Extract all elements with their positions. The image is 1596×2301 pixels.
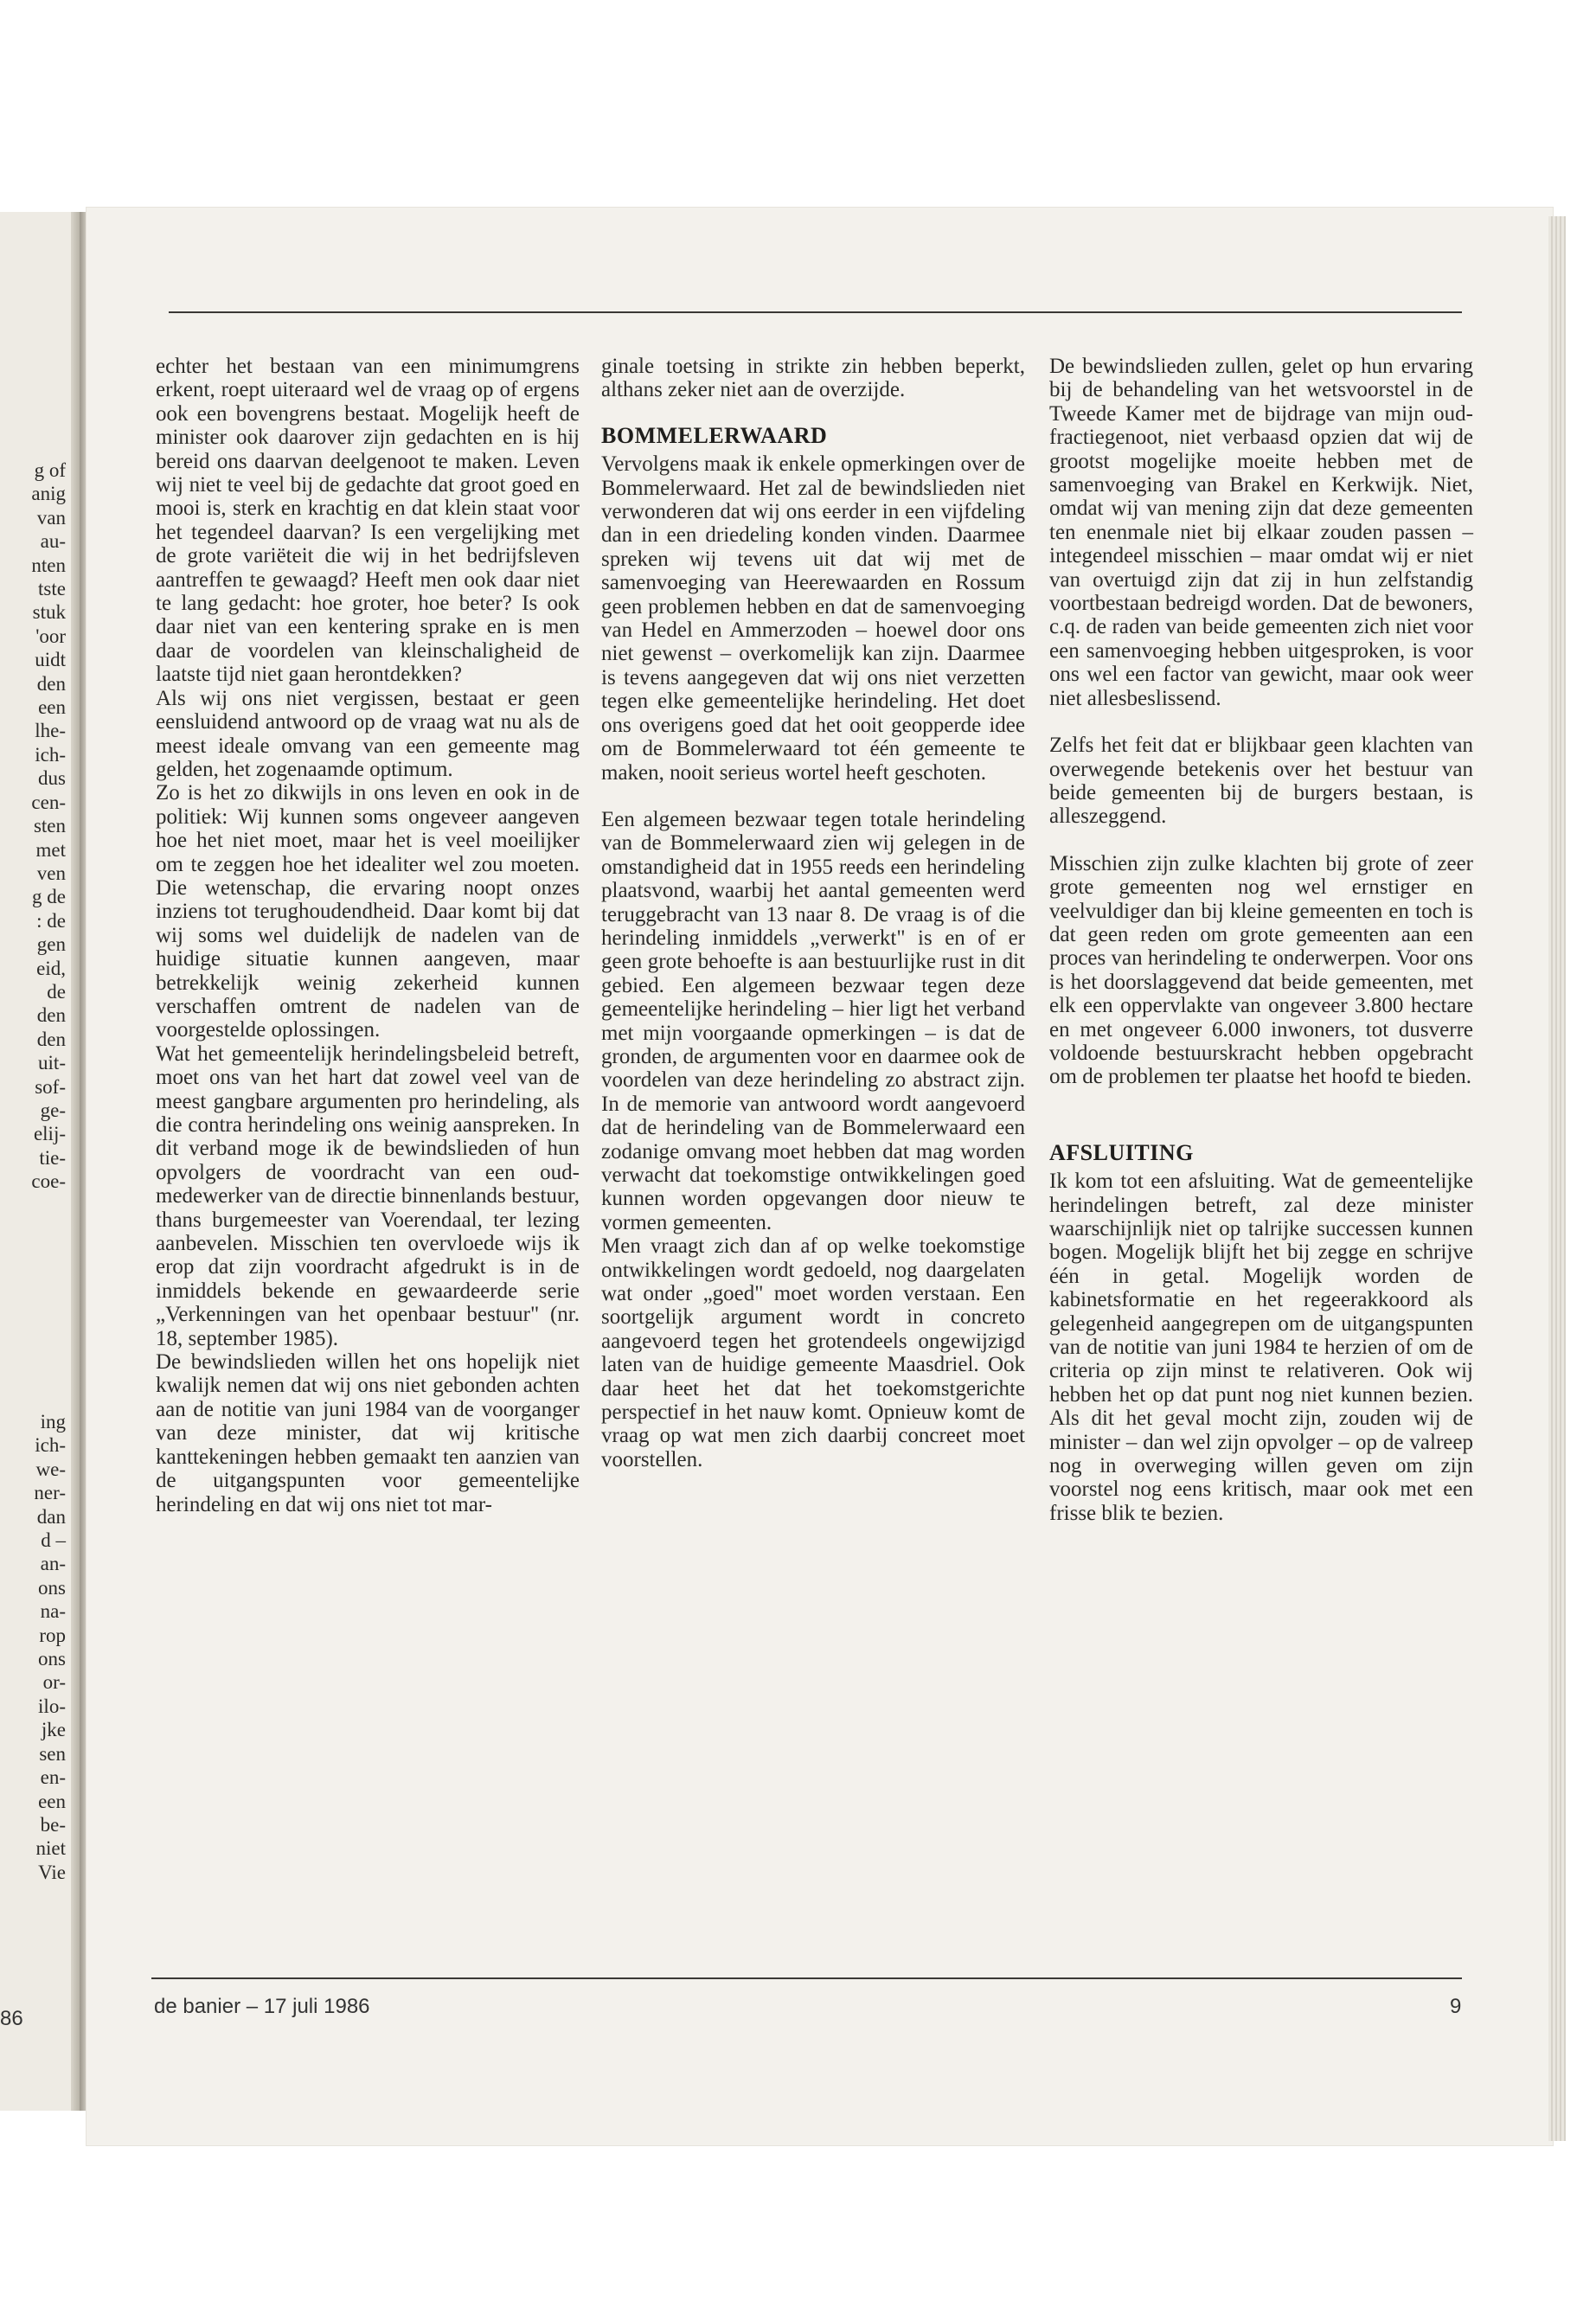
- paragraph: Vervolgens maak ik enkele opmerkingen over de Bommelerwaard. Het zal de bewindslieden niet verwonderen dat wij ons eerder in een vijfdeling dan in een driedeling konden vinden. Daarmee spreken wij tevens uit dat wij met de samenvoeging van Heerewaarden en Rossum geen problemen hebben en dat de samenvoeging van Hedel en Ammerzoden – hoewel door ons niet gewenst – overkomelijk kan zijn. Daarmee is tevens aangegeven dat wij ons niet verzetten tegen elke gemeentelijke herindeling. Het doet ons overigens goed dat het ooit geopperde idee om de Bommelerwaard tot één gemeente te maken, nooit serieus wortel heeft geschoten.: [601, 452, 1025, 785]
- paragraph: ginale toetsing in strikte zin hebben beperkt, althans zeker niet aan de overzijde.: [601, 355, 1025, 402]
- text-column-1: [156, 355, 580, 1516]
- paragraph: Als wij ons niet vergissen, bestaat er geen eensluidend antwoord op de vraag wat nu als de meest ideale omvang van een gemeente mag gelden, het zogenaamde optimum.: [156, 686, 580, 781]
- paragraph: echter het bestaan van een minimumgrens erkent, roept uiteraard wel de vraag op of ergens ook een bovengrens bestaat. Mogelijk heeft de minister ook daarover zijn gedachten en is hij bereid ons daarvan deelgenoot te maken. Leven wij niet te veel bij de gedachte dat groot goed en mooi is, sterk en krachtig en dat klein staat voor het tegendeel daarvan? Is een vergelijking met de grote variëteit die wij in het bedrijfsleven aantreffen te gewaagd? Heeft men ook daar niet te lang gedacht: hoe groter, hoe beter? Is ook daar niet van een kentering sprake en is men daar de voordelen van kleinschaligheid de laatste tijd niet gaan herontdekken?: [156, 355, 580, 687]
- paragraph: Wat het gemeentelijk herindelingsbeleid betreft, moet ons van het hart dat zowel veel van de meest gangbare argumenten pro herindeling, als die contra herindeling ons weinig aanspreken. In dit verband moge ik de bewindslieden of hun opvolgers de voordracht van een oud-medewerker van de directie binnenlands bestuur, thans burgemeester van Voerendaal, ter lezing aanbevelen. Misschien ten overvloede wijs ik erop dat zijn voordracht afgedrukt is in de inmiddels bekende en gewaardeerde serie „Verkenningen van het openbaar bestuur" (nr. 18, september 1985).: [156, 1042, 580, 1350]
- paragraph: Misschien zijn zulke klachten bij grote of zeer grote gemeenten nog wel ernstiger en veelvuldiger dan bij kleine gemeenten en toch is dat geen reden om grote gemeenten aan een proces van herindeling te onderwerpen. Voor ons is het doorslaggevend dat beide gemeenten, met elk een oppervlakte van ongeveer 3.800 hectare en met ongeveer 6.000 inwoners, tot dusverre voldoende bestuurskracht hebben opgebracht om de problemen ter plaatse het hoofd te bieden.: [1049, 851, 1473, 1089]
- paragraph: De bewindslieden willen het ons hopelijk niet kwalijk nemen dat wij ons niet gebonden achten aan de notitie van juni 1984 van de voorganger van deze minister, dat wij kritische kanttekeningen hebben gemaakt ten aanzien van de uitgangspunten voor gemeentelijke herindeling en dat wij ons niet tot mar-: [156, 1350, 580, 1516]
- section-heading-bommelerwaard: BOMMELERWAARD: [601, 422, 828, 448]
- footer-rule: [151, 1977, 1462, 1979]
- paragraph: Zo is het zo dikwijls in ons leven en ook in de politiek: Wij kunnen soms ongeveer aangeven hoe het niet moet, maar het is veel moeilijker om te zeggen hoe het idealiter wel zou moeten. Die wetenschap, die ervaring noopt onzes inziens tot terughoudendheid. Daar komt bij dat wij soms wel duidelijk de nadelen van de huidige situatie kunnen aangeven, maar betrekkelijk weinig zekerheid kunnen verschaffen omtrent de nadelen van de voorgestelde oplossingen.: [156, 781, 580, 1042]
- paragraph: Ik kom tot een afsluiting. Wat de gemeentelijke herindelingen betreft, zal deze minister waarschijnlijk niet op talrijke successen kunnen bogen. Mogelijk blijft het bij zegge en schrijve één in getal. Mogelijk worden de kabinetsformatie en het regeerakkoord als gelegenheid aangegrepen om de uitgangspunten van de notitie van juni 1984 te herzien of om de criteria op zijn minst te relativeren. Ook wij hebben het op dat punt nog niet kunnen bezien. Als dit het geval mocht zijn, zouden wij de minister – dan wel zijn opvolger – op de valreep nog in overweging willen geven om zijn voorstel nog eens kritisch, maar ook met een frisse blik te bezien.: [1049, 1170, 1473, 1525]
- facing-page-text-top: g of anig van au- nten tste stuk 'oor uidt den een lhe- ich- dus cen- sten met ven g de : de gen eid, de den den uit- sof- ge- elij- tie- coe-: [31, 459, 66, 1193]
- paragraph: Een algemeen bezwaar tegen totale herindeling van de Bommelerwaard zien wij gelegen in de omstandigheid dat in 1955 reeds een herindeling plaatsvond, waarbij het aantal gemeenten werd teruggebracht van 13 naar 8. De vraag is of die herindeling inmiddels „verwerkt" is en of er geen grote behoefte is aan bestuurlijke rust in dit gebied. Een algemeen bezwaar tegen deze gemeentelijke herindeling – hier ligt het verband met mijn voorgaande opmerkingen – is dat de gronden, de argumenten voor en daarmee ook de voordelen van deze herindeling zo abstract zijn. In de memorie van antwoord wordt aangevoerd dat de herindeling van de Bommelerwaard een zodanige omvang moet hebben dat mag worden verwacht dat toekomstige ontwikkelingen goed kunnen worden opgevangen door nieuw te vormen gemeenten.: [601, 807, 1025, 1234]
- facing-page-edge: [0, 212, 80, 2111]
- paragraph: De bewindslieden zullen, gelet op hun ervaring bij de behandeling van het wetsvoorstel in de Tweede Kamer met de bijdrage van mijn oud-fractiegenoot, niet verbaasd opzien dat wij de grootst mogelijke moeite hebben met de samenvoeging van Brakel en Kerkwijk. Niet, omdat wij van mening zijn dat deze gemeenten ten enenmale niet bij elkaar zouden passen – integendeel misschien – maar omdat wij er niet van overtuigd zijn dat zij in hun zelfstandig voortbestaan bedreigd worden. Dat de bewoners, c.q. de raden van beide gemeenten zich niet voor een samenvoeging hebben uitgesproken, is voor ons wel een factor van gewicht, maar ook weer niet allesbeslissend.: [1049, 355, 1473, 710]
- book-spine: [71, 212, 80, 2111]
- header-rule: [169, 311, 1462, 313]
- paragraph: Men vraagt zich dan af op welke toekomstige ontwikkelingen wordt gedoeld, nog daargelaten wat onder „goed" moet worden verstaan. Een soortgelijk argument wordt in concreto aangevoerd tegen het grotendeels ongewijzigd laten van de huidige gemeente Maasdriel. Ook daar heet het dat het toekomstgerichte perspectief in het nauw komt. Opnieuw komt de vraag op wat men zich daarbij concreet moet voorstellen.: [601, 1234, 1025, 1471]
- text-column-2: [601, 355, 1025, 1471]
- facing-page-text-bottom: ing ich- we- ner- dan d – an- ons na- rop ons or- ilo- jke sen en- een be- niet Vie: [34, 1411, 66, 1883]
- page-stack-edge: [1548, 216, 1566, 2141]
- facing-page-folio: 86: [0, 2007, 23, 2030]
- text-column-3: [1049, 355, 1473, 1525]
- publication-footer: de banier – 17 juli 1986: [154, 1995, 370, 2018]
- section-heading-afsluiting: AFSLUITING: [1049, 1139, 1194, 1165]
- paragraph: Zelfs het feit dat er blijkbaar geen klachten van overwegende betekenis over het bestuur van beide gemeenten bij de burgers bestaan, is alleszeggend.: [1049, 734, 1473, 829]
- page-number: 9: [1450, 1995, 1462, 2018]
